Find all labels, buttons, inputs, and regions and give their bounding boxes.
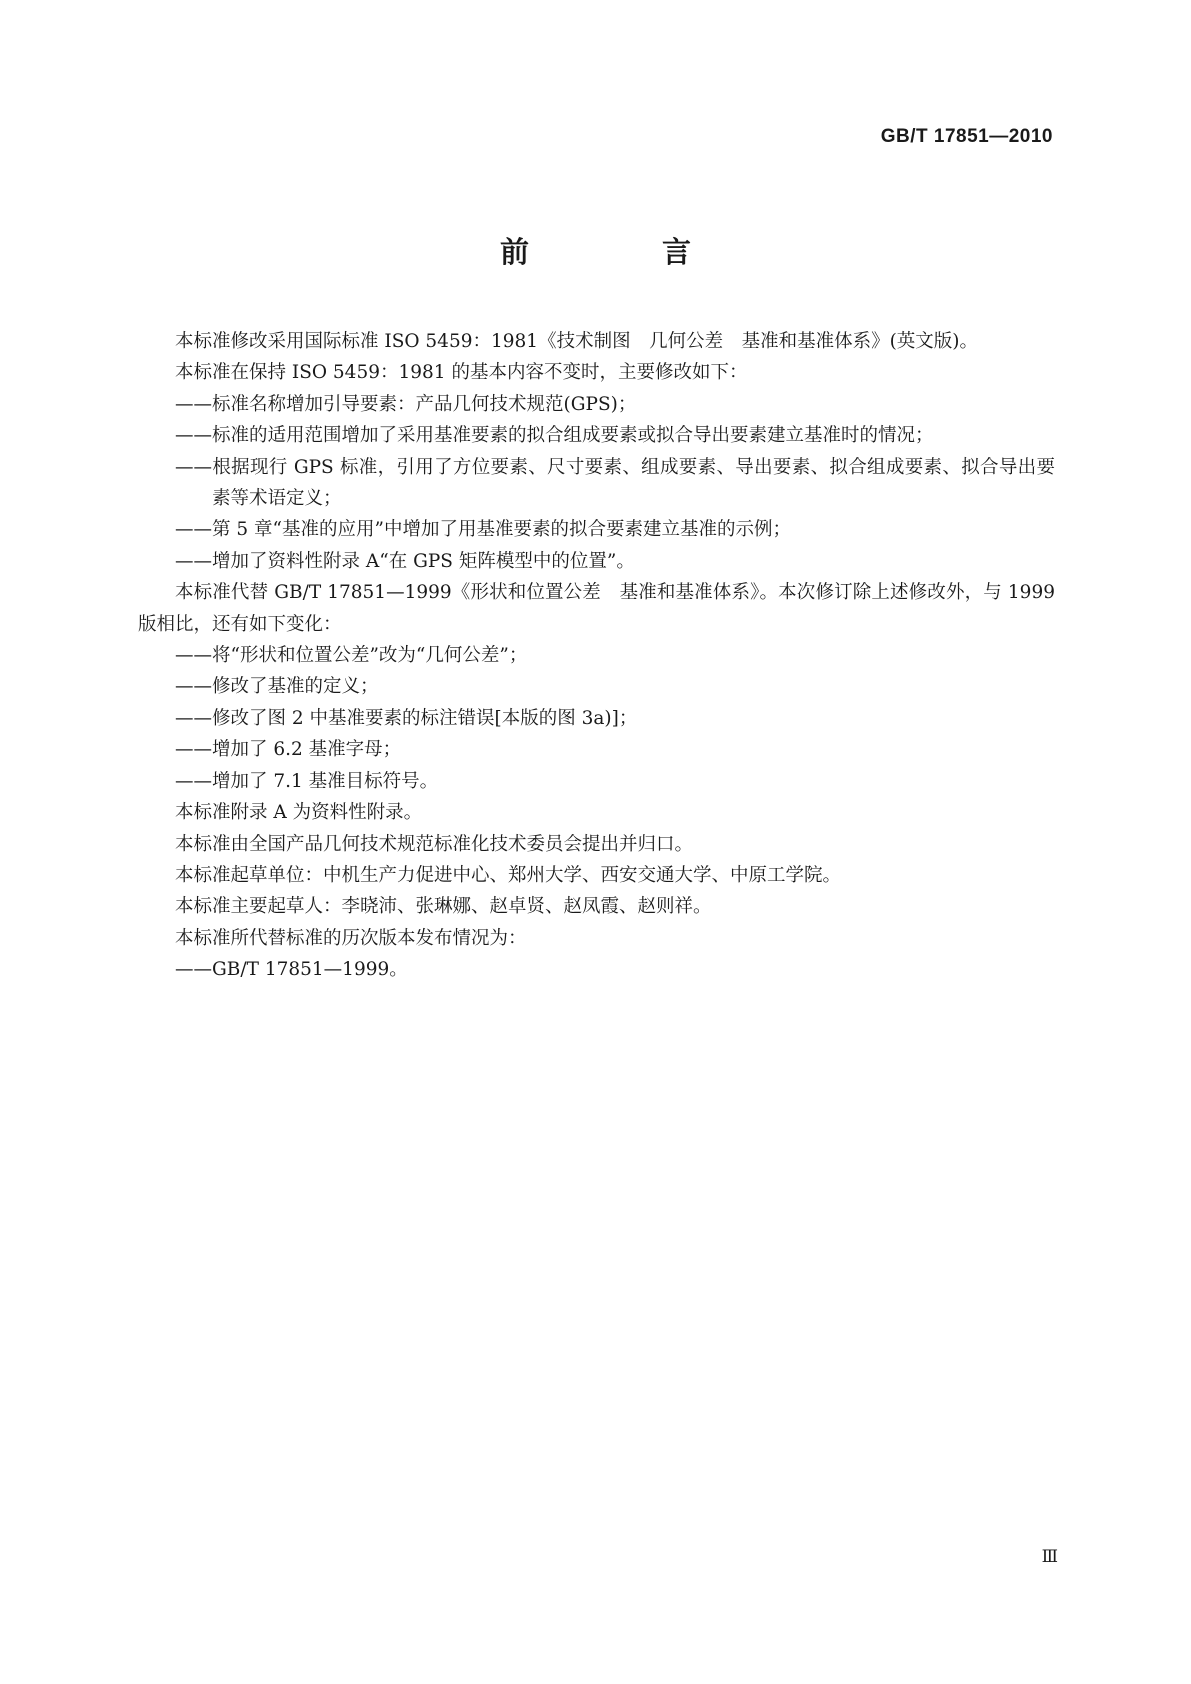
list-item: ——修改了图 2 中基准要素的标注错误[本版的图 3a)]； (175, 707, 638, 729)
paragraph: 本标准起草单位：中机生产力促进中心、郑州大学、西安交通大学、中原工学院。 (175, 864, 842, 886)
paragraph: 本标准代替 GB/T 17851—1999《形状和位置公差 基准和基准体系》。本次修订除上述修改外，与 1999 版相比，还有如下变化： (138, 582, 1055, 635)
list-item: ——标准的适用范围增加了采用基准要素的拟合组成要素或拟合导出要素建立基准时的情况； (175, 425, 934, 447)
list-item: ——增加了 6.2 基准字母； (175, 739, 402, 761)
list-item: ——GB/T 17851—1999。 (175, 959, 408, 981)
list-item: ——根据现行 GPS 标准，引用了方位要素、尺寸要素、组成要素、导出要素、拟合组成要素、拟合导出要素等术语定义； (175, 456, 1055, 510)
paragraph: 本标准由全国产品几何技术规范标准化技术委员会提出并归口。 (175, 833, 694, 855)
paragraph: 本标准附录 A 为资料性附录。 (175, 802, 423, 824)
paragraph: 本标准在保持 ISO 5459：1981 的基本内容不变时，主要修改如下： (175, 362, 748, 384)
paragraph: 本标准修改采用国际标准 ISO 5459：1981《技术制图 几何公差 基准和基准体系》(英文版)。 (175, 331, 979, 352)
page-title: 前 言 (499, 235, 743, 269)
standard-number: GB/T 17851—2010 (880, 126, 1053, 147)
paragraph: 本标准所代替标准的历次版本发布情况为： (175, 927, 527, 949)
list-item: ——将“形状和位置公差”改为“几何公差”； (175, 645, 528, 667)
list-item: ——增加了 7.1 基准目标符号。 (175, 770, 439, 792)
list-item: ——标准名称增加引导要素：产品几何技术规范(GPS)； (175, 393, 637, 415)
list-item: ——增加了资料性附录 A“在 GPS 矩阵模型中的位置”。 (175, 550, 635, 572)
document-body (138, 326, 1055, 986)
list-item: ——修改了基准的定义； (175, 676, 379, 698)
page-number: Ⅲ (1041, 1547, 1058, 1567)
paragraph: 本标准主要起草人：李晓沛、张琳娜、赵卓贤、赵凤霞、赵则祥。 (175, 896, 712, 918)
list-item: ——第 5 章“基准的应用”中增加了用基准要素的拟合要素建立基准的示例； (175, 519, 791, 541)
